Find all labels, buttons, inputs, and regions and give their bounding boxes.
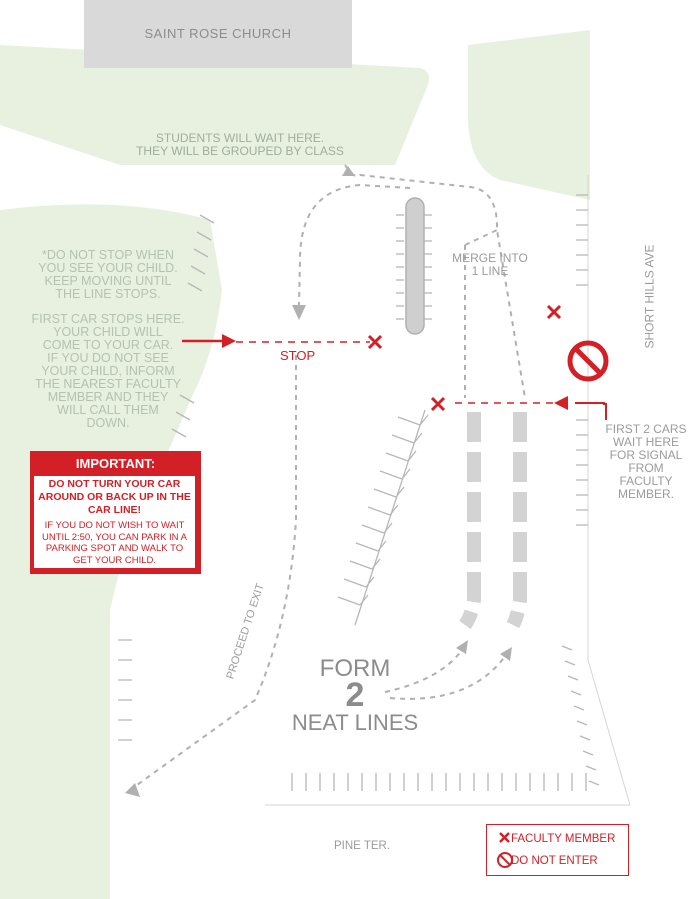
- car-lanes: [465, 412, 520, 625]
- street-short-hills: SHORT HILLS AVE: [642, 244, 657, 349]
- form-word: FORM: [319, 655, 391, 682]
- lawn-top-right: [468, 30, 590, 200]
- center-island: [406, 198, 424, 334]
- important-box: [30, 451, 201, 574]
- legend-faculty-label: FACULTY MEMBER: [511, 833, 616, 845]
- proceed-to-exit: PROCEED TO EXIT: [224, 582, 267, 681]
- wait-note: FIRST 2 CARS WAIT HERE FOR SIGNAL FROM FACULTY MEMBER.: [605, 422, 687, 501]
- stop-label: STOP: [280, 348, 316, 363]
- legend-no-enter-label: DO NOT ENTER: [511, 855, 598, 867]
- street-pine-ter: PINE TER.: [333, 840, 391, 852]
- merge-label: MERGE INTO 1 LINE: [452, 251, 528, 278]
- red-arrows: [182, 334, 568, 410]
- students-note: STUDENTS WILL WAIT HERE. THEY WILL BE GROUPED BY CLASS: [136, 131, 344, 158]
- important-warning: DO NOT TURN YOUR CAR AROUND OR BACK UP IN THE CAR LINE!: [38, 478, 191, 516]
- instructions-first-car: FIRST CAR STOPS HERE. YOUR CHILD WILL COME TO YOUR CAR. IF YOU DO NOT SEE YOUR CHILD, INFORM THE NEAREST FACULTY MEMBER AND THEY WILL CALL THEM DOWN.: [31, 312, 185, 430]
- church-label: SAINT ROSE CHURCH: [144, 26, 292, 41]
- important-note: IF YOU DO NOT WISH TO WAIT UNTIL 2:50, YOU CAN PARK IN A PARKING SPOT AND WALK TO GET YOUR CHILD.: [41, 520, 187, 566]
- legend-box: [486, 824, 629, 876]
- important-title: IMPORTANT:: [75, 456, 156, 471]
- form-number: 2: [345, 676, 365, 714]
- instructions-keep-moving: *DO NOT STOP WHEN YOU SEE YOUR CHILD. KEEP MOVING UNTIL THE LINE STOPS.: [38, 248, 178, 301]
- neat-lines-label: NEAT LINES: [291, 710, 419, 735]
- important-content: [33, 475, 196, 569]
